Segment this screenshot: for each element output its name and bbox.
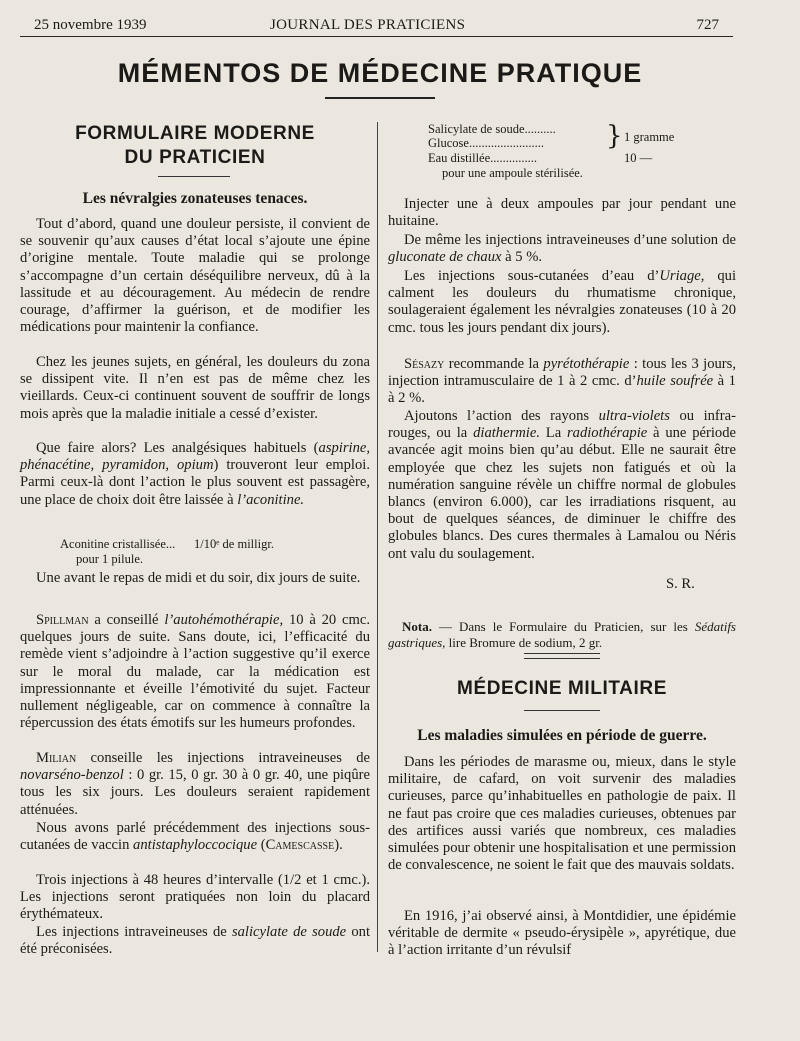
formula-quantity: 1 gramme <box>624 130 675 144</box>
paragraph: Une avant le repas de midi et du soir, dix jours de suite. <box>36 570 361 586</box>
text-run: Les injections sous-cutanées d’eau d’ <box>404 268 660 284</box>
text-run: recommande la <box>444 356 544 372</box>
text-run: lire Bromure de sodium, 2 gr. <box>445 635 603 650</box>
paragraph <box>388 408 736 563</box>
article-subhead: Les névralgies zonateuses tenaces. <box>82 190 308 207</box>
prescription-formula <box>60 537 360 567</box>
text-run: ( <box>257 837 266 854</box>
italic-run: diathermie. <box>473 425 540 442</box>
column-divider <box>377 122 378 952</box>
text-run: qui calment les douleurs du rhumatisme chronique, soulageraient également les névralgies zonateuses (10 à 20 cmc. tous les jours pendant dix jours). <box>388 268 737 336</box>
italic-run: radiothérapie <box>566 425 648 442</box>
text-run: ou infra-rouges, ou la <box>388 408 736 442</box>
formula-ingredient: Aconitine cristallisée... <box>60 537 176 551</box>
paragraph: Dans les périodes de marasme ou, mieux, dans le style militaire, de cafard, on voit survenir des maladies curieuses, parce qu’inhabituelles en pathologie de paix. Il ne faut pas croire que ces maladies curieuses, obtenues par des artifices aussi variés que nombreux, ces maladies simulées pour obtenir une hospitalisation et une permission de convalescence, ne soient le fait que des mauvais soldats. <box>388 754 736 874</box>
paragraph <box>20 820 370 854</box>
paragraph <box>20 924 370 958</box>
text-run: à 5 %. <box>501 249 542 266</box>
formula-row: Salicylate de soude.......... <box>428 122 556 136</box>
section-rule <box>524 710 600 711</box>
text-run: La <box>539 425 567 442</box>
text-run: 10 à 20 cmc. quelques jours de suite. Sans doute, ici, l’efficacité du remède vient s’adjoindre à l’action suggestive qu’il exerce sur le moral du malade, car la médication est impressionnante et éveille l’émotivité du sujet. Facteur nullement négligeable, car on commence à connaître la répercussion des états émotifs sur les humeurs profondes. <box>20 612 370 732</box>
text-run: conseille les injections intraveineuses de <box>76 750 370 766</box>
paragraph <box>20 612 370 732</box>
italic-run: huile soufrée <box>636 373 714 390</box>
text-run: Nous avons parlé précédemment des injections sous-cutanées de vaccin <box>20 820 370 854</box>
text-run: Les injections intraveineuses de <box>36 924 232 940</box>
header-page-number: 727 <box>696 17 719 33</box>
formula-line <box>60 537 360 552</box>
formula-dose: 1/10ᵉ de milligr. <box>194 537 274 551</box>
italic-run: antistaphyloccocique <box>133 837 258 854</box>
italic-run: l’aconitine. <box>237 491 305 508</box>
section-title-formulaire <box>20 122 370 170</box>
italic-run: Uriage, <box>659 268 705 284</box>
section-title-line-1: FORMULAIRE MODERNE <box>75 123 315 144</box>
brace-symbol: } <box>606 121 623 151</box>
text-run: : tous les 3 jours, injection intramusculaire de 1 à 2 cmc. d’ <box>388 356 736 390</box>
paragraph: En 1916, j’ai observé ainsi, à Montdidier, une épidémie véritable de dermite « pseudo-érysipèle », apyrétique, due à l’action irritante d’un révulsif <box>388 908 736 959</box>
text-run: a conseillé <box>88 612 165 628</box>
title-underline <box>325 97 435 99</box>
author-signature: S. R. <box>666 576 695 592</box>
nota-label: Nota. <box>402 619 432 634</box>
paragraph <box>388 232 736 266</box>
section-title-militaire: MÉDECINE MILITAIRE <box>457 678 667 699</box>
author-name: Milian <box>36 750 77 766</box>
formula-line: pour 1 pilule. <box>76 552 144 566</box>
header-date: 25 novembre 1939 <box>34 17 147 33</box>
injection-formula <box>428 122 728 184</box>
italic-run: novarséno-benzol <box>20 767 124 784</box>
text-run: Que faire alors? Les analgésiques habituels ( <box>36 440 319 456</box>
paragraph <box>20 440 370 509</box>
paragraph: Trois injections à 48 heures d’intervalle (1/2 et 1 cmc.). Les injections seront pratiquées non loin du placard érythémateux. <box>20 872 370 923</box>
italic-run: gluconate de chaux <box>388 249 502 266</box>
paragraph <box>388 268 736 337</box>
paragraph: Tout d’abord, quand une douleur persiste, il convient de se souvenir qu’aux causes d’état local s’ajoute une épine d’origine mentale. Toute maladie qui se prolonge s’accompagne d’un certain déséquilibre nerveux, dû à la lassitude et au découragement. Au médecin de rendre courage, d’affirmer la guérison, et de modifier les médications pour maintenir la confiance. <box>20 216 370 336</box>
paragraph <box>20 750 370 819</box>
paragraph: Chez les jeunes sujets, en général, les douleurs du zona se dissipent vite. Il n’en est pas de même chez les vieillards. Ceux-ci continuent souvent de souffrir de longs mois après que la maladie initiale a cessé d’exister. <box>20 354 370 422</box>
page-title: MÉMENTOS DE MÉDECINE PRATIQUE <box>117 58 643 88</box>
nota-note <box>388 619 736 651</box>
italic-run: pyrétothérapie <box>543 356 630 372</box>
paragraph <box>388 356 736 408</box>
section-title-line-2: DU PRATICIEN <box>124 147 266 168</box>
header-journal-title: JOURNAL DES PRATICIENS <box>270 17 466 33</box>
author-name: Camescasse <box>265 837 335 854</box>
formula-row: Glucose........................ <box>428 136 544 150</box>
running-header <box>20 14 733 37</box>
text-run: : 0 gr. 15, 0 gr. 30 à 0 gr. 40, une piqûre tous les six jours. Les douleurs seraient rapidement atténuées. <box>20 767 370 818</box>
author-name: Spillman <box>36 612 89 628</box>
formula-quantity: 10 — <box>624 151 653 165</box>
italic-run: ultra-violets <box>598 408 670 424</box>
text-run: — Dans le Formulaire du Praticien, sur les <box>431 619 695 634</box>
italic-run: l’autohémothérapie, <box>164 612 284 628</box>
text-run: De même les injections intraveineuses d’une solution de <box>404 232 736 248</box>
text-run: ). <box>334 837 343 854</box>
formula-row: Eau distillée............... <box>428 151 538 165</box>
italic-run: aspirine, phénacétine, pyramidon, opium <box>20 440 370 474</box>
article-subhead: Les maladies simulées en période de guerre. <box>417 727 707 744</box>
author-name: Sésazy <box>404 356 445 372</box>
text-run: Ajoutons l’action des rayons <box>404 408 599 424</box>
italic-run: salicylate de soude <box>231 924 347 940</box>
section-separator <box>524 653 600 659</box>
italic-run: Sédatifs gastriques, <box>388 619 736 650</box>
text-run: à une période avancée agit moins bien qu’au début. Elle ne saurait être employée que chez les sujets non fatigués et où la numération sanguine révèle un chiffre normal de globules blancs (environ 6.000), car les irradiations risquent, au bout de quelques séances, de diminuer le chiffre des globules blancs. Des cures thermales à Lamalou ou Néris ont valu du soulagement. <box>388 425 736 562</box>
text-run: ont été préconisées. <box>20 924 371 958</box>
paragraph: Injecter une à deux ampoules par jour pendant une huitaine. <box>388 196 736 230</box>
text-run: à 1 à 2 %. <box>388 373 736 407</box>
formula-row: pour une ampoule stérilisée. <box>442 166 583 180</box>
text-run: ) trouveront leur emploi. Parmi ceux-là dont l’action le plus souvent est passagère, une place de choix doit être laissée à <box>20 457 370 508</box>
section-rule <box>158 176 230 177</box>
